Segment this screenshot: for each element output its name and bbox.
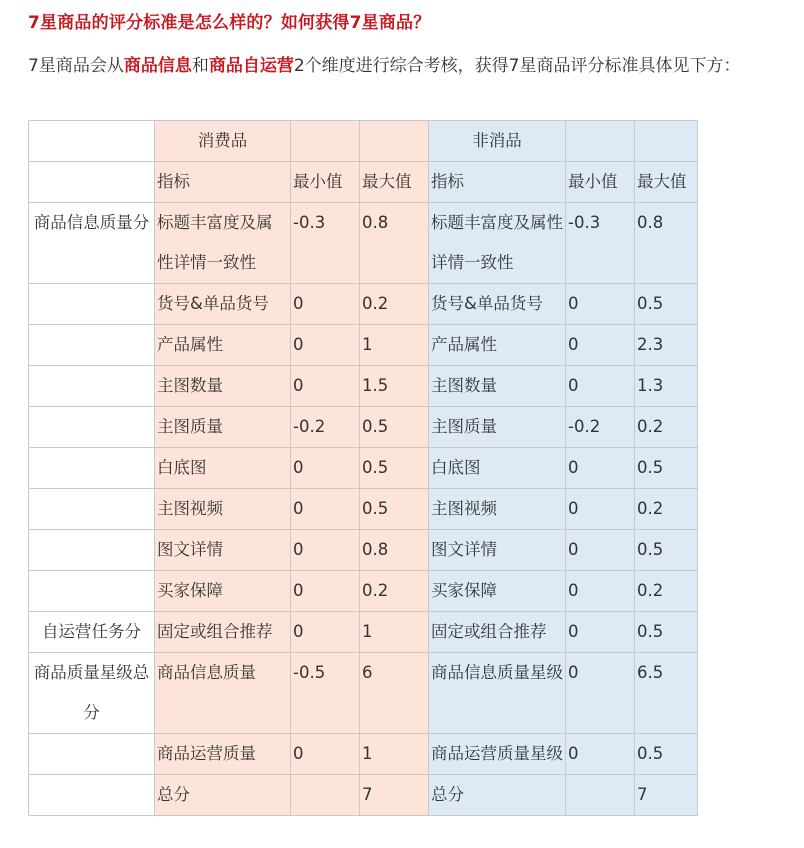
table-row (29, 325, 698, 366)
non-consumable-max-cell: 0.5 (635, 448, 698, 489)
consumable-min-cell: 0 (291, 530, 360, 571)
table-row (29, 775, 698, 816)
non-consumable-indicator-cell: 固定或组合推荐 (429, 612, 566, 653)
consumable-min-cell: 0 (291, 489, 360, 530)
non-consumable-indicator-cell: 总分 (429, 775, 566, 816)
non-consumable-indicator-cell: 产品属性 (429, 325, 566, 366)
non-consumable-min-cell: 0 (566, 325, 635, 366)
consumable-indicator-cell: 主图质量 (155, 407, 291, 448)
header-empty-cell (291, 121, 360, 162)
consumable-indicator-cell: 买家保障 (155, 571, 291, 612)
min-column-header: 最小值 (566, 162, 635, 203)
consumable-max-cell: 1 (360, 612, 429, 653)
table-row (29, 571, 698, 612)
non-consumable-indicator-cell: 买家保障 (429, 571, 566, 612)
consumable-indicator-cell: 商品运营质量 (155, 734, 291, 775)
table-row (29, 407, 698, 448)
consumable-max-cell: 0.8 (360, 530, 429, 571)
intro-highlight-self-operation: 商品自运营 (208, 56, 294, 76)
category-cell: 自运营任务分 (29, 612, 155, 653)
non-consumable-indicator-cell: 标题丰富度及属性详情一致性 (429, 203, 566, 284)
table-row (29, 203, 698, 284)
indicator-column-header: 指标 (429, 162, 566, 203)
consumable-indicator-cell: 货号&单品货号 (155, 284, 291, 325)
consumable-max-cell: 0.5 (360, 407, 429, 448)
non-consumable-max-cell: 0.2 (635, 407, 698, 448)
non-consumable-min-cell: 0 (566, 284, 635, 325)
consumable-min-cell: -0.3 (291, 203, 360, 284)
consumable-indicator-cell: 主图视频 (155, 489, 291, 530)
table-row (29, 489, 698, 530)
consumable-max-cell: 0.5 (360, 448, 429, 489)
category-cell (29, 407, 155, 448)
max-column-header: 最大值 (635, 162, 698, 203)
non-consumable-max-cell: 0.2 (635, 489, 698, 530)
intro-text-after: 2个维度进行综合考核，获得7星商品评分标准具体见下方： (293, 56, 741, 76)
table-row (29, 448, 698, 489)
consumable-min-cell: 0 (291, 325, 360, 366)
non-consumable-group-header: 非消品 (429, 121, 566, 162)
table-row (29, 530, 698, 571)
consumable-indicator-cell: 标题丰富度及属性详情一致性 (155, 203, 291, 284)
category-cell: 商品信息质量分 (29, 203, 155, 284)
non-consumable-indicator-cell: 商品运营质量星级 (429, 734, 566, 775)
non-consumable-indicator-cell: 主图数量 (429, 366, 566, 407)
consumable-indicator-cell: 商品信息质量 (155, 653, 291, 734)
category-cell (29, 284, 155, 325)
non-consumable-min-cell: 0 (566, 366, 635, 407)
category-cell (29, 734, 155, 775)
consumable-max-cell: 0.8 (360, 203, 429, 284)
indicator-column-header: 指标 (155, 162, 291, 203)
consumable-max-cell: 1.5 (360, 366, 429, 407)
non-consumable-max-cell: 0.5 (635, 734, 698, 775)
page-title: 7星商品的评分标准是怎么样的？如何获得7星商品？ (28, 13, 431, 33)
non-consumable-min-cell: -0.2 (566, 407, 635, 448)
consumable-max-cell: 0.2 (360, 284, 429, 325)
consumable-min-cell: 0 (291, 284, 360, 325)
consumable-group-header: 消费品 (155, 121, 291, 162)
intro-paragraph (28, 46, 768, 87)
consumable-max-cell: 0.5 (360, 489, 429, 530)
consumable-min-cell: 0 (291, 612, 360, 653)
header-empty-cell (360, 121, 429, 162)
non-consumable-max-cell: 6.5 (635, 653, 698, 734)
intro-text-joiner: 和 (191, 56, 209, 76)
consumable-max-cell: 1 (360, 325, 429, 366)
non-consumable-max-cell: 1.3 (635, 366, 698, 407)
consumable-indicator-cell: 图文详情 (155, 530, 291, 571)
consumable-max-cell: 7 (360, 775, 429, 816)
table-row (29, 366, 698, 407)
score-table (28, 120, 698, 816)
table-row (29, 612, 698, 653)
non-consumable-indicator-cell: 商品信息质量星级 (429, 653, 566, 734)
non-consumable-indicator-cell: 主图质量 (429, 407, 566, 448)
intro-highlight-product-info: 商品信息 (123, 56, 192, 76)
category-cell (29, 571, 155, 612)
non-consumable-min-cell: -0.3 (566, 203, 635, 284)
non-consumable-min-cell: 0 (566, 489, 635, 530)
non-consumable-max-cell: 0.5 (635, 284, 698, 325)
consumable-min-cell (291, 775, 360, 816)
consumable-min-cell: 0 (291, 734, 360, 775)
non-consumable-min-cell: 0 (566, 612, 635, 653)
non-consumable-max-cell: 0.5 (635, 530, 698, 571)
header-empty-cell (29, 162, 155, 203)
category-cell (29, 448, 155, 489)
header-empty-cell (566, 121, 635, 162)
table-row (29, 284, 698, 325)
category-cell: 商品质量星级总分 (29, 653, 155, 734)
group-header-row (29, 121, 698, 162)
consumable-indicator-cell: 总分 (155, 775, 291, 816)
table-row (29, 734, 698, 775)
non-consumable-min-cell: 0 (566, 734, 635, 775)
consumable-max-cell: 1 (360, 734, 429, 775)
consumable-indicator-cell: 产品属性 (155, 325, 291, 366)
header-empty-cell (29, 121, 155, 162)
non-consumable-indicator-cell: 白底图 (429, 448, 566, 489)
consumable-min-cell: -0.2 (291, 407, 360, 448)
non-consumable-max-cell: 7 (635, 775, 698, 816)
non-consumable-indicator-cell: 图文详情 (429, 530, 566, 571)
intro-text-before: 7星商品会从 (28, 56, 124, 76)
category-cell (29, 530, 155, 571)
consumable-min-cell: 0 (291, 366, 360, 407)
non-consumable-min-cell: 0 (566, 571, 635, 612)
max-column-header: 最大值 (360, 162, 429, 203)
non-consumable-max-cell: 2.3 (635, 325, 698, 366)
non-consumable-max-cell: 0.8 (635, 203, 698, 284)
consumable-indicator-cell: 固定或组合推荐 (155, 612, 291, 653)
consumable-indicator-cell: 主图数量 (155, 366, 291, 407)
consumable-max-cell: 0.2 (360, 571, 429, 612)
consumable-max-cell: 6 (360, 653, 429, 734)
non-consumable-max-cell: 0.5 (635, 612, 698, 653)
non-consumable-indicator-cell: 货号&单品货号 (429, 284, 566, 325)
consumable-indicator-cell: 白底图 (155, 448, 291, 489)
non-consumable-min-cell: 0 (566, 653, 635, 734)
category-cell (29, 325, 155, 366)
non-consumable-indicator-cell: 主图视频 (429, 489, 566, 530)
non-consumable-min-cell (566, 775, 635, 816)
header-empty-cell (635, 121, 698, 162)
non-consumable-min-cell: 0 (566, 448, 635, 489)
consumable-min-cell: 0 (291, 448, 360, 489)
category-cell (29, 489, 155, 530)
consumable-min-cell: 0 (291, 571, 360, 612)
non-consumable-max-cell: 0.2 (635, 571, 698, 612)
min-column-header: 最小值 (291, 162, 360, 203)
category-cell (29, 366, 155, 407)
consumable-min-cell: -0.5 (291, 653, 360, 734)
column-header-row (29, 162, 698, 203)
non-consumable-min-cell: 0 (566, 530, 635, 571)
table-row (29, 653, 698, 734)
category-cell (29, 775, 155, 816)
